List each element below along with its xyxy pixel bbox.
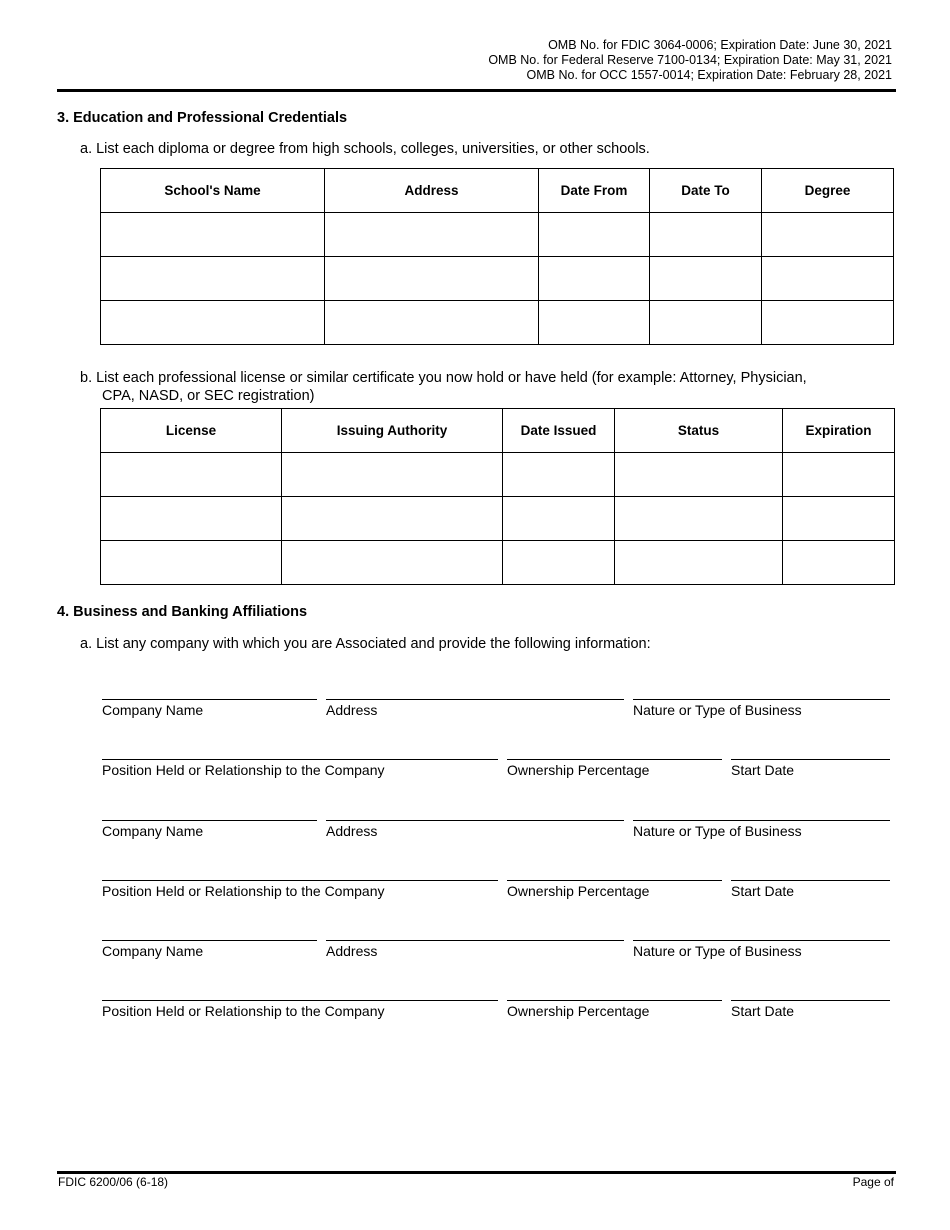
position-field bbox=[102, 863, 498, 899]
omb-fdic-line: OMB No. for FDIC 3064-0006; Expiration Date: June 30, 2021 bbox=[548, 38, 892, 52]
table-cell[interactable] bbox=[282, 497, 503, 541]
table-cell[interactable] bbox=[101, 541, 282, 585]
table-cell[interactable] bbox=[282, 453, 503, 497]
expiration-input[interactable] bbox=[783, 453, 894, 496]
company-name-field bbox=[102, 923, 317, 959]
company-address-input[interactable] bbox=[326, 683, 624, 699]
address-label: Address bbox=[326, 823, 378, 839]
section-3b-instruction-line2: CPA, NASD, or SEC registration) bbox=[102, 388, 315, 404]
table-cell[interactable] bbox=[325, 301, 539, 345]
page-number: Page of bbox=[852, 1175, 894, 1189]
license-header-row bbox=[101, 409, 895, 453]
ownership-percentage-input[interactable] bbox=[507, 743, 722, 759]
col-address: Address bbox=[325, 169, 539, 213]
date-from-input[interactable] bbox=[539, 257, 649, 300]
col-date-to: Date To bbox=[650, 169, 762, 213]
start-date-field bbox=[731, 863, 890, 899]
section-3b-instruction-line1: b. List each professional license or similar certificate you now hold or have held (for example: Attorney, Physician, bbox=[80, 370, 807, 386]
company-name-label: Company Name bbox=[102, 702, 204, 718]
table-cell[interactable] bbox=[783, 497, 895, 541]
table-cell[interactable] bbox=[503, 497, 615, 541]
col-license: License bbox=[101, 409, 282, 453]
nature-of-business-label: Nature or Type of Business bbox=[633, 943, 802, 959]
table-row bbox=[101, 301, 894, 345]
col-status: Status bbox=[615, 409, 783, 453]
section-3a-instruction: a. List each diploma or degree from high schools, colleges, universities, or other schools. bbox=[80, 141, 650, 157]
ownership-label: Ownership Percentage bbox=[507, 883, 650, 899]
position-field bbox=[102, 983, 498, 1019]
start-date-input[interactable] bbox=[731, 743, 890, 759]
issuing-authority-input[interactable] bbox=[282, 453, 502, 496]
table-cell[interactable] bbox=[539, 257, 650, 301]
start-date-field bbox=[731, 983, 890, 1019]
table-row bbox=[101, 257, 894, 301]
start-date-label: Start Date bbox=[731, 1003, 795, 1019]
position-label: Position Held or Relationship to the Company bbox=[102, 883, 385, 899]
table-cell[interactable] bbox=[650, 213, 762, 257]
table-cell[interactable] bbox=[650, 257, 762, 301]
position-input[interactable] bbox=[102, 864, 498, 880]
company-name-label: Company Name bbox=[102, 943, 204, 959]
table-cell[interactable] bbox=[503, 453, 615, 497]
nature-of-business-field bbox=[633, 682, 890, 718]
company-name-input[interactable] bbox=[102, 804, 317, 820]
table-cell[interactable] bbox=[503, 541, 615, 585]
table-cell[interactable] bbox=[762, 213, 894, 257]
company-name-field bbox=[102, 803, 317, 839]
expiration-input[interactable] bbox=[783, 497, 894, 540]
table-cell[interactable] bbox=[615, 453, 783, 497]
school-name-input[interactable] bbox=[101, 301, 324, 344]
school-address-input[interactable] bbox=[325, 301, 538, 344]
start-date-input[interactable] bbox=[731, 984, 890, 1000]
school-address-input[interactable] bbox=[325, 213, 538, 256]
table-cell[interactable] bbox=[325, 257, 539, 301]
company-name-input[interactable] bbox=[102, 683, 317, 699]
position-label: Position Held or Relationship to the Company bbox=[102, 762, 385, 778]
date-issued-input[interactable] bbox=[503, 453, 614, 496]
company-address-input[interactable] bbox=[326, 804, 624, 820]
table-cell[interactable] bbox=[101, 497, 282, 541]
col-date-issued: Date Issued bbox=[503, 409, 615, 453]
company-name-field bbox=[102, 682, 317, 718]
table-cell[interactable] bbox=[101, 213, 325, 257]
degree-input[interactable] bbox=[762, 257, 893, 300]
nature-of-business-label: Nature or Type of Business bbox=[633, 823, 802, 839]
table-cell[interactable] bbox=[101, 257, 325, 301]
table-row bbox=[101, 541, 895, 585]
date-to-input[interactable] bbox=[650, 301, 761, 344]
start-date-input[interactable] bbox=[731, 864, 890, 880]
header-rule bbox=[57, 89, 896, 92]
start-date-field bbox=[731, 742, 890, 778]
col-expiration: Expiration bbox=[783, 409, 895, 453]
table-cell[interactable] bbox=[539, 213, 650, 257]
ownership-field bbox=[507, 863, 722, 899]
school-name-input[interactable] bbox=[101, 257, 324, 300]
col-date-from: Date From bbox=[539, 169, 650, 213]
ownership-percentage-input[interactable] bbox=[507, 984, 722, 1000]
table-row bbox=[101, 453, 895, 497]
section-4-title: 4. Business and Banking Affiliations bbox=[57, 604, 308, 620]
omb-occ-line: OMB No. for OCC 1557-0014; Expiration Date: February 28, 2021 bbox=[526, 68, 892, 82]
start-date-label: Start Date bbox=[731, 762, 795, 778]
education-table bbox=[100, 168, 894, 345]
address-label: Address bbox=[326, 943, 378, 959]
table-cell[interactable] bbox=[783, 541, 895, 585]
status-input[interactable] bbox=[615, 497, 782, 540]
date-from-input[interactable] bbox=[539, 301, 649, 344]
table-cell[interactable] bbox=[539, 301, 650, 345]
issuing-authority-input[interactable] bbox=[282, 497, 502, 540]
status-input[interactable] bbox=[615, 453, 782, 496]
col-issuing-authority: Issuing Authority bbox=[282, 409, 503, 453]
date-to-input[interactable] bbox=[650, 213, 761, 256]
company-name-input[interactable] bbox=[102, 924, 317, 940]
company-name-label: Company Name bbox=[102, 823, 204, 839]
nature-of-business-field bbox=[633, 923, 890, 959]
table-cell[interactable] bbox=[615, 541, 783, 585]
address-label: Address bbox=[326, 702, 378, 718]
license-input[interactable] bbox=[101, 497, 281, 540]
nature-of-business-field bbox=[633, 803, 890, 839]
ownership-label: Ownership Percentage bbox=[507, 1003, 650, 1019]
section-4a-instruction: a. List any company with which you are Associated and provide the following information: bbox=[80, 636, 651, 652]
table-row bbox=[101, 213, 894, 257]
table-cell[interactable] bbox=[101, 453, 282, 497]
address-field bbox=[326, 923, 624, 959]
nature-of-business-input[interactable] bbox=[633, 924, 890, 940]
issuing-authority-input[interactable] bbox=[282, 541, 502, 584]
position-label: Position Held or Relationship to the Company bbox=[102, 1003, 385, 1019]
status-input[interactable] bbox=[615, 541, 782, 584]
ownership-field bbox=[507, 983, 722, 1019]
table-cell[interactable] bbox=[650, 301, 762, 345]
license-table bbox=[100, 408, 895, 585]
date-issued-input[interactable] bbox=[503, 541, 614, 584]
table-cell[interactable] bbox=[762, 257, 894, 301]
form-id: FDIC 6200/06 (6-18) bbox=[58, 1175, 169, 1189]
position-input[interactable] bbox=[102, 743, 498, 759]
footer-rule bbox=[57, 1171, 896, 1174]
license-input[interactable] bbox=[101, 541, 281, 584]
degree-input[interactable] bbox=[762, 301, 893, 344]
education-header-row bbox=[101, 169, 894, 213]
table-row bbox=[101, 497, 895, 541]
expiration-input[interactable] bbox=[783, 541, 894, 584]
school-name-input[interactable] bbox=[101, 213, 324, 256]
table-cell[interactable] bbox=[615, 497, 783, 541]
license-input[interactable] bbox=[101, 453, 281, 496]
col-degree: Degree bbox=[762, 169, 894, 213]
ownership-percentage-input[interactable] bbox=[507, 864, 722, 880]
nature-of-business-input[interactable] bbox=[633, 683, 890, 699]
table-cell[interactable] bbox=[101, 301, 325, 345]
date-to-input[interactable] bbox=[650, 257, 761, 300]
table-cell[interactable] bbox=[282, 541, 503, 585]
ownership-label: Ownership Percentage bbox=[507, 762, 650, 778]
ownership-field bbox=[507, 742, 722, 778]
school-address-input[interactable] bbox=[325, 257, 538, 300]
nature-of-business-label: Nature or Type of Business bbox=[633, 702, 802, 718]
date-issued-input[interactable] bbox=[503, 497, 614, 540]
position-input[interactable] bbox=[102, 984, 498, 1000]
date-from-input[interactable] bbox=[539, 213, 649, 256]
degree-input[interactable] bbox=[762, 213, 893, 256]
section-3-title: 3. Education and Professional Credentials bbox=[57, 110, 348, 126]
table-cell[interactable] bbox=[762, 301, 894, 345]
table-cell[interactable] bbox=[325, 213, 539, 257]
nature-of-business-input[interactable] bbox=[633, 804, 890, 820]
omb-federal-reserve-line: OMB No. for Federal Reserve 7100-0134; Expiration Date: May 31, 2021 bbox=[488, 53, 892, 67]
company-address-input[interactable] bbox=[326, 924, 624, 940]
table-cell[interactable] bbox=[783, 453, 895, 497]
start-date-label: Start Date bbox=[731, 883, 795, 899]
address-field bbox=[326, 803, 624, 839]
address-field bbox=[326, 682, 624, 718]
position-field bbox=[102, 742, 498, 778]
col-school-name: School's Name bbox=[101, 169, 325, 213]
